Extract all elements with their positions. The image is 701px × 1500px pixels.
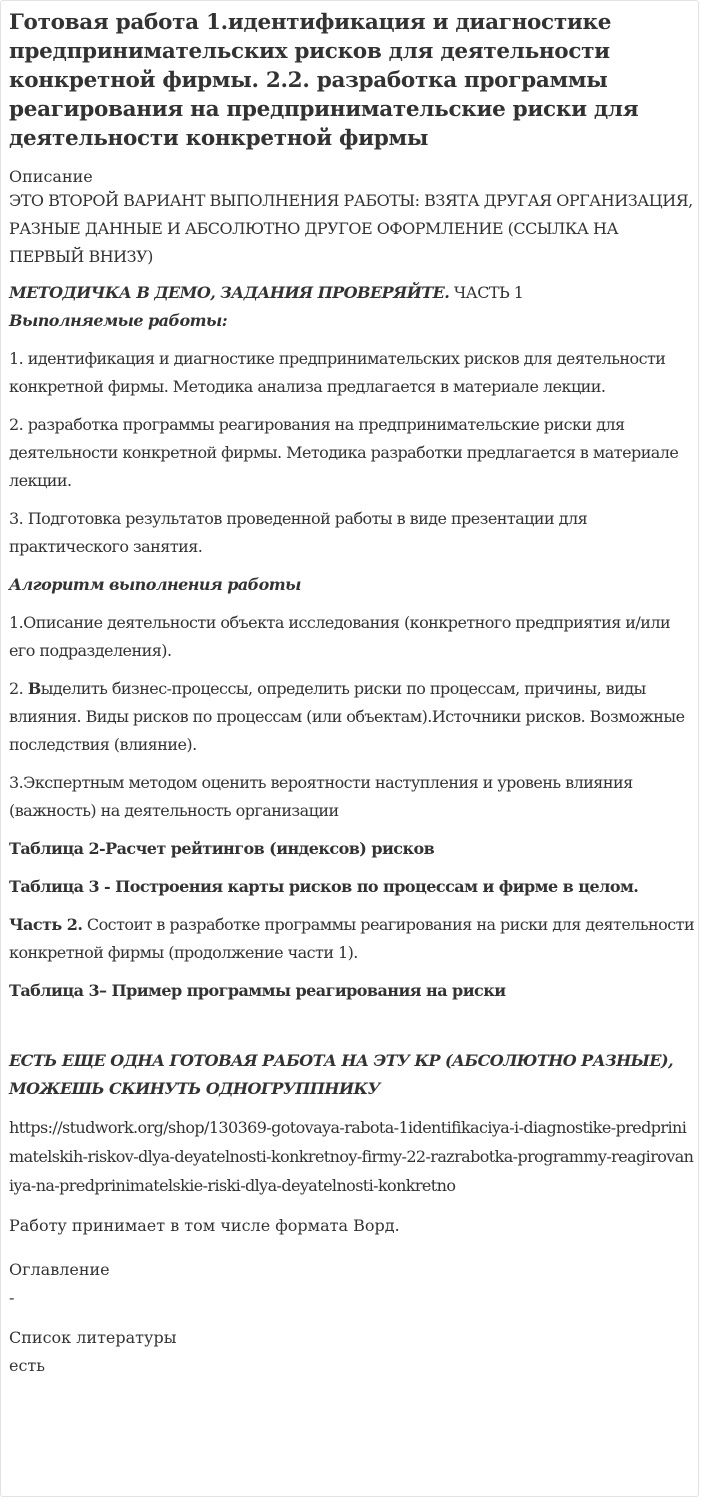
page-title: Готовая работа 1.идентификация и диагностике предпринимательских рисков для деятельности конкретной фирмы. 2.2. разработка программы реагирования на предпринимательские риски для деятельности конкретной фирмы <box>9 10 639 151</box>
demo-note: МЕТОДИЧКА В ДЕМО, ЗАДАНИЯ ПРОВЕРЯЙТЕ. <box>9 283 450 302</box>
toc-label: Оглавление <box>9 1260 110 1279</box>
work-item-1: 1. идентификация и диагностике предпринимательских рисков для деятельности конкретной фирмы. Методика анализа предлагается в материале лекции. <box>9 349 666 396</box>
work-description <box>9 8 695 1380</box>
part-2-label: Часть 2. <box>9 915 83 934</box>
description-label: Описание <box>9 167 93 186</box>
other-work-note: ЕСТЬ ЕЩЕ ОДНА ГОТОВАЯ РАБОТА НА ЭТУ КР (АБСОЛЮТНО РАЗНЫЕ), МОЖЕШЬ СКИНУТЬ ОДНОГРУППНИКУ <box>9 1051 674 1098</box>
references-value: есть <box>9 1356 45 1375</box>
format-note: Работу принимает в том числе формата Ворд. <box>9 1216 400 1235</box>
work-item-3: 3. Подготовка результатов проведенной работы в виде презентации для практического занятия. <box>9 509 588 556</box>
toc-value: - <box>9 1288 15 1307</box>
part-2-paragraph <box>9 911 695 967</box>
work-item-2: 2. разработка программы реагирования на предпринимательские риски для деятельности конкретной фирмы. Методика разработки предлагается в материале лекции. <box>9 415 679 490</box>
demo-note-line <box>9 279 695 307</box>
other-work-link[interactable]: https://studwork.org/shop/130369-gotovaya-rabota-1identifikaciya-i-diagnostike-predprinimatelskih-riskov-dlya-deyatelnosti-konkretnoy-firmy-22-razrabotka-programmy-reagirovaniya-na-predprinimatelskie-riski-dlya-deyatelnosti-konkretno <box>9 1118 694 1195</box>
table-3-response-caption: Таблица 3– Пример программы реагирования на риски <box>9 981 506 1000</box>
algorithm-step-2-rest: ыделить бизнес-процессы, определить риски по процессам, причины, виды влияния. Виды рисков по процессам (или объектам).Источники рисков. Возможные последствия (влияние). <box>9 679 685 754</box>
works-heading: Выполняемые работы: <box>9 311 228 330</box>
algorithm-heading: Алгоритм выполнения работы <box>9 575 301 594</box>
part1-label: ЧАСТЬ 1 <box>449 283 524 302</box>
algorithm-step-2 <box>9 675 695 759</box>
algorithm-step-2-prefix: 2. <box>9 679 28 698</box>
algorithm-step-1: 1.Описание деятельности объекта исследования (конкретного предприятия и/или его подразделения). <box>9 613 671 660</box>
algorithm-step-3: 3.Экспертным методом оценить вероятности наступления и уровень влияния (важность) на деятельность организации <box>9 773 633 820</box>
table-3-caption: Таблица 3 - Построения карты рисков по процессам и фирме в целом. <box>9 877 639 896</box>
description-text: ЭТО ВТОРОЙ ВАРИАНТ ВЫПОЛНЕНИЯ РАБОТЫ: ВЗЯТА ДРУГАЯ ОРГАНИЗАЦИЯ, РАЗНЫЕ ДАННЫЕ И АБСОЛЮТНО ДРУГОЕ ОФОРМЛЕНИЕ (ССЫЛКА НА ПЕРВЫЙ ВНИЗУ) <box>9 191 693 266</box>
table-2-caption: Таблица 2-Расчет рейтингов (индексов) рисков <box>9 839 435 858</box>
part-2-text: Состоит в разработке программы реагирования на риски для деятельности конкретной фирмы (продолжение части 1). <box>9 915 695 962</box>
algorithm-step-2-bold: В <box>27 679 41 698</box>
references-label: Список литературы <box>9 1328 177 1347</box>
